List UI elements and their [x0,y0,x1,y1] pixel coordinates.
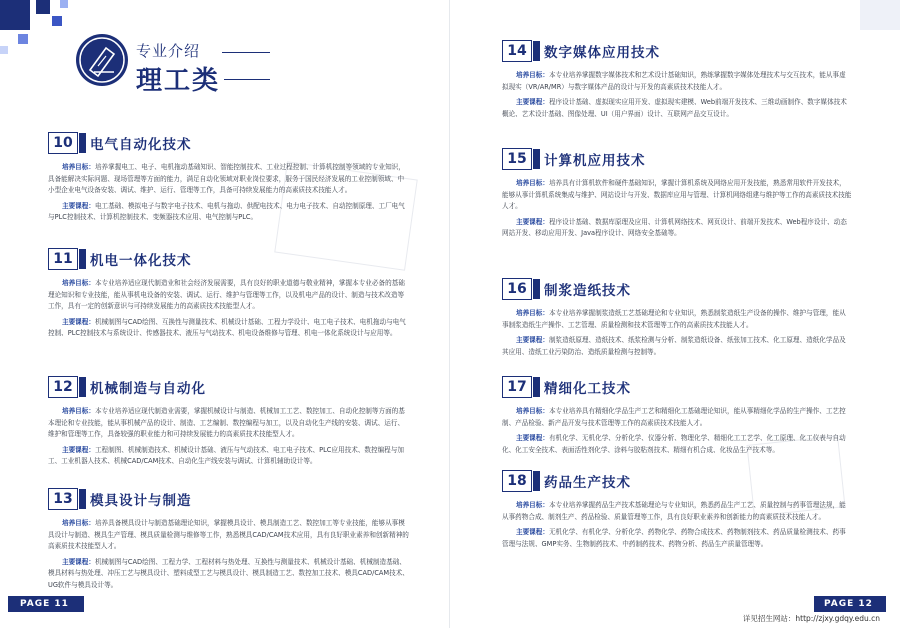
major-title: 机电一体化技术 [90,253,192,269]
decor-square [860,0,900,30]
major-title: 模具设计与制造 [90,493,192,509]
major-courses: 主要课程：电工基础、模拟电子与数字电子技术、电机与拖动、供配电技术、电力电子技术、自动控制原理、工厂电气与PLC控制技术、计算机控制技术、变频器技术应用、电气控制与PLC。 [48,201,405,221]
major-goal: 培养目标：培养具备模具设计与制造基础理论知识，掌握模具设计、模具制造工艺、数控加工等专业技能，能够从事模具设计与制造、模具生产管理、模具质量检测与维修等工作，熟悉模具CAD/CAM技术应用，具有良好职业素养和创新精神的高素质技术技能型人才。 [48,519,409,550]
major-section [48,376,410,472]
major-number: 17 [502,376,532,398]
major-title: 数字媒体应用技术 [544,45,660,61]
major-courses: 主要课程：有机化学、无机化学、分析化学、仪器分析、物理化学、精细化工工艺学、化工原理、化工仪表与自动化、化工安全技术、表面活性剂化学、涂料与胶粘剂技术、精细有机合成、化妆品生产技术等。 [502,434,846,454]
major-section [48,248,410,344]
major-number: 14 [502,40,532,62]
footer-website-note: 详见招生网站：http://zjxy.gdqy.edu.cn [742,614,880,623]
major-number: 15 [502,148,532,170]
header-rule [222,52,270,53]
major-goal: 培养目标：本专业培养掌握药品生产技术基础理论与专业知识，熟悉药品生产工艺、质量控制与药事管理法规，能从事药物合成、制剂生产、药品检验、质量管理等工作，具有良好职业素养和创新能力的高素质技术技能人才。 [502,501,846,521]
decor-square [0,0,30,30]
category-icon [76,34,128,86]
page-number-left: PAGE 11 [8,596,84,612]
major-title: 机械制造与自动化 [90,381,206,397]
header-title: 理工类 [136,66,221,96]
major-goal: 培养目标：本专业培养掌握数字媒体技术和艺术设计基础知识，熟练掌握数字媒体处理技术与交互技术，能从事虚拟现实（VR/AR/MR）与数字媒体产品的设计与开发的高素质技术技能人才。 [502,71,846,91]
decor-square [18,34,28,44]
major-title: 精细化工技术 [544,381,631,397]
major-section [48,488,410,595]
major-courses: 主要课程：程序设计基础、虚拟现实应用开发、虚拟现实建模、Web前端开发技术、三维动画制作、数字媒体技术概论、艺术设计基础、图像处理、UI（用户界面）设计、互联网产品交互设计。 [502,98,847,118]
major-goal: 培养目标：本专业培养适应现代制造业需要，掌握机械设计与制造、机械加工工艺、数控加工、自动化控制等方面的基本理论和专业技能，能从事机械产品的设计、制造、工艺编制、数控编程与加工，以及自动化生产线的安装、调试、运行、维护和管理等工作，具备较强的职业能力和可持续发展能力的高素质技术技能型人才。 [48,407,405,438]
major-goal: 培养目标：培养具有计算机软件和硬件基础知识，掌握计算机系统及网络应用开发技能，熟悉常用软件开发技术，能够从事计算机系统集成与维护、网站设计与开发、数据库应用与管理、计算机网络组建与维护等工作的高素质技术技能人才。 [502,179,852,210]
major-number: 18 [502,470,532,492]
major-number: 16 [502,278,532,300]
major-goal: 培养目标：本专业培养具有精细化学品生产工艺和精细化工基础理论知识，能从事精细化学品的生产操作、工艺控制、产品检验、新产品开发与技术管理等工作的高素质技术技能人才。 [502,407,846,427]
major-title: 计算机应用技术 [544,153,646,169]
major-title: 电气自动化技术 [90,137,192,153]
major-courses: 主要课程：程序设计基础、数据库原理及应用、计算机网络技术、网页设计、前端开发技术、Web程序设计、动态网站开发、移动应用开发、Java程序设计、网络安全基础等。 [502,217,847,237]
major-title: 药品生产技术 [544,475,631,491]
header-rule [224,79,270,80]
major-section [502,376,852,460]
decor-square [60,0,68,8]
right-page [450,0,900,628]
header-subtitle: 专业介绍 [136,42,201,60]
major-courses: 主要课程：机械制图与CAD绘图、互换性与测量技术、机械设计基础、工程力学设计、电工电子技术、电机拖动与电气控制、PLC控制技术与系统设计、传感器技术、液压与气动技术、机电设备维修与管理、机电一体化系统设计与应用等。 [48,317,406,337]
major-title: 制浆造纸技术 [544,283,631,299]
major-courses: 主要课程：工程制图、机械制造技术、机械设计基础、液压与气动技术、电工电子技术、PLC应用技术、数控编程与加工、工业机器人技术、机械CAD/CAM技术、自动化生产线安装与调试、计算机辅助设计等。 [48,445,404,465]
decor-square [0,46,8,54]
major-goal: 培养目标：本专业培养掌握制浆造纸工艺基础理论和专业知识，熟悉制浆造纸生产设备的操作、维护与管理，能从事制浆造纸生产操作、工艺管理、质量检测和技术管理等工作的高素质技术技能人才。 [502,309,846,329]
major-section [48,132,410,228]
page-number-right: PAGE 12 [814,596,886,612]
major-section [502,40,852,124]
decor-square [36,0,50,14]
decor-square [52,16,62,26]
major-number: 12 [48,376,78,398]
major-section [502,148,852,244]
major-number: 10 [48,132,78,154]
major-goal: 培养目标：本专业培养适应现代制造业和社会经济发展需要，具有良好的职业道德与敬业精神，掌握本专业必备的基础理论知识和专业技能，能从事机电设备的安装、调试、运行、维护与管理等工作，以及机电产品的设计、制造与技术改造等工作，具有一定的创新意识与可持续发展能力的高素质技术技能型人才。 [48,279,405,310]
major-courses: 主要课程：无机化学、有机化学、分析化学、药物化学、药物合成技术、药物制剂技术、药品质量检测技术、药事管理与法规、GMP实务、生物制药技术、中药制药技术、药物分析、药品生产质量管理等。 [502,528,846,548]
major-section [502,470,852,554]
major-number: 11 [48,248,78,270]
major-number: 13 [48,488,78,510]
major-goal: 培养目标：培养掌握电工、电子、电机拖动基础知识、智能控制技术、工业过程控制、计算机控制等领域的专业知识，具备能解决实际问题、现场管理等方面的能力，满足自动化领域对职业岗位要求，服务于国民经济发展的工业控制领域、中小型企业电气设备安装、调试、维护、运行、管理等工作，具备可持续发展能力的高素质技术技能人才。 [48,163,405,194]
major-section [502,278,852,362]
major-courses: 主要课程：制浆造纸原理、造纸技术、纸浆检测与分析、制浆造纸设备、纸张加工技术、化工原理、造纸化学品及其应用、造纸工业污染防治、造纸质量检测与控制等。 [502,336,846,356]
major-courses: 主要课程：机械制图与CAD绘图、工程力学、工程材料与热处理、互换性与测量技术、机械设计基础、机械制造基础、模具材料与热处理、冲压工艺与模具设计、塑料成型工艺与模具设计、模具制造工艺、数控加工技术、模具CAD/CAM技术、UG软件与模具设计等。 [48,557,409,589]
